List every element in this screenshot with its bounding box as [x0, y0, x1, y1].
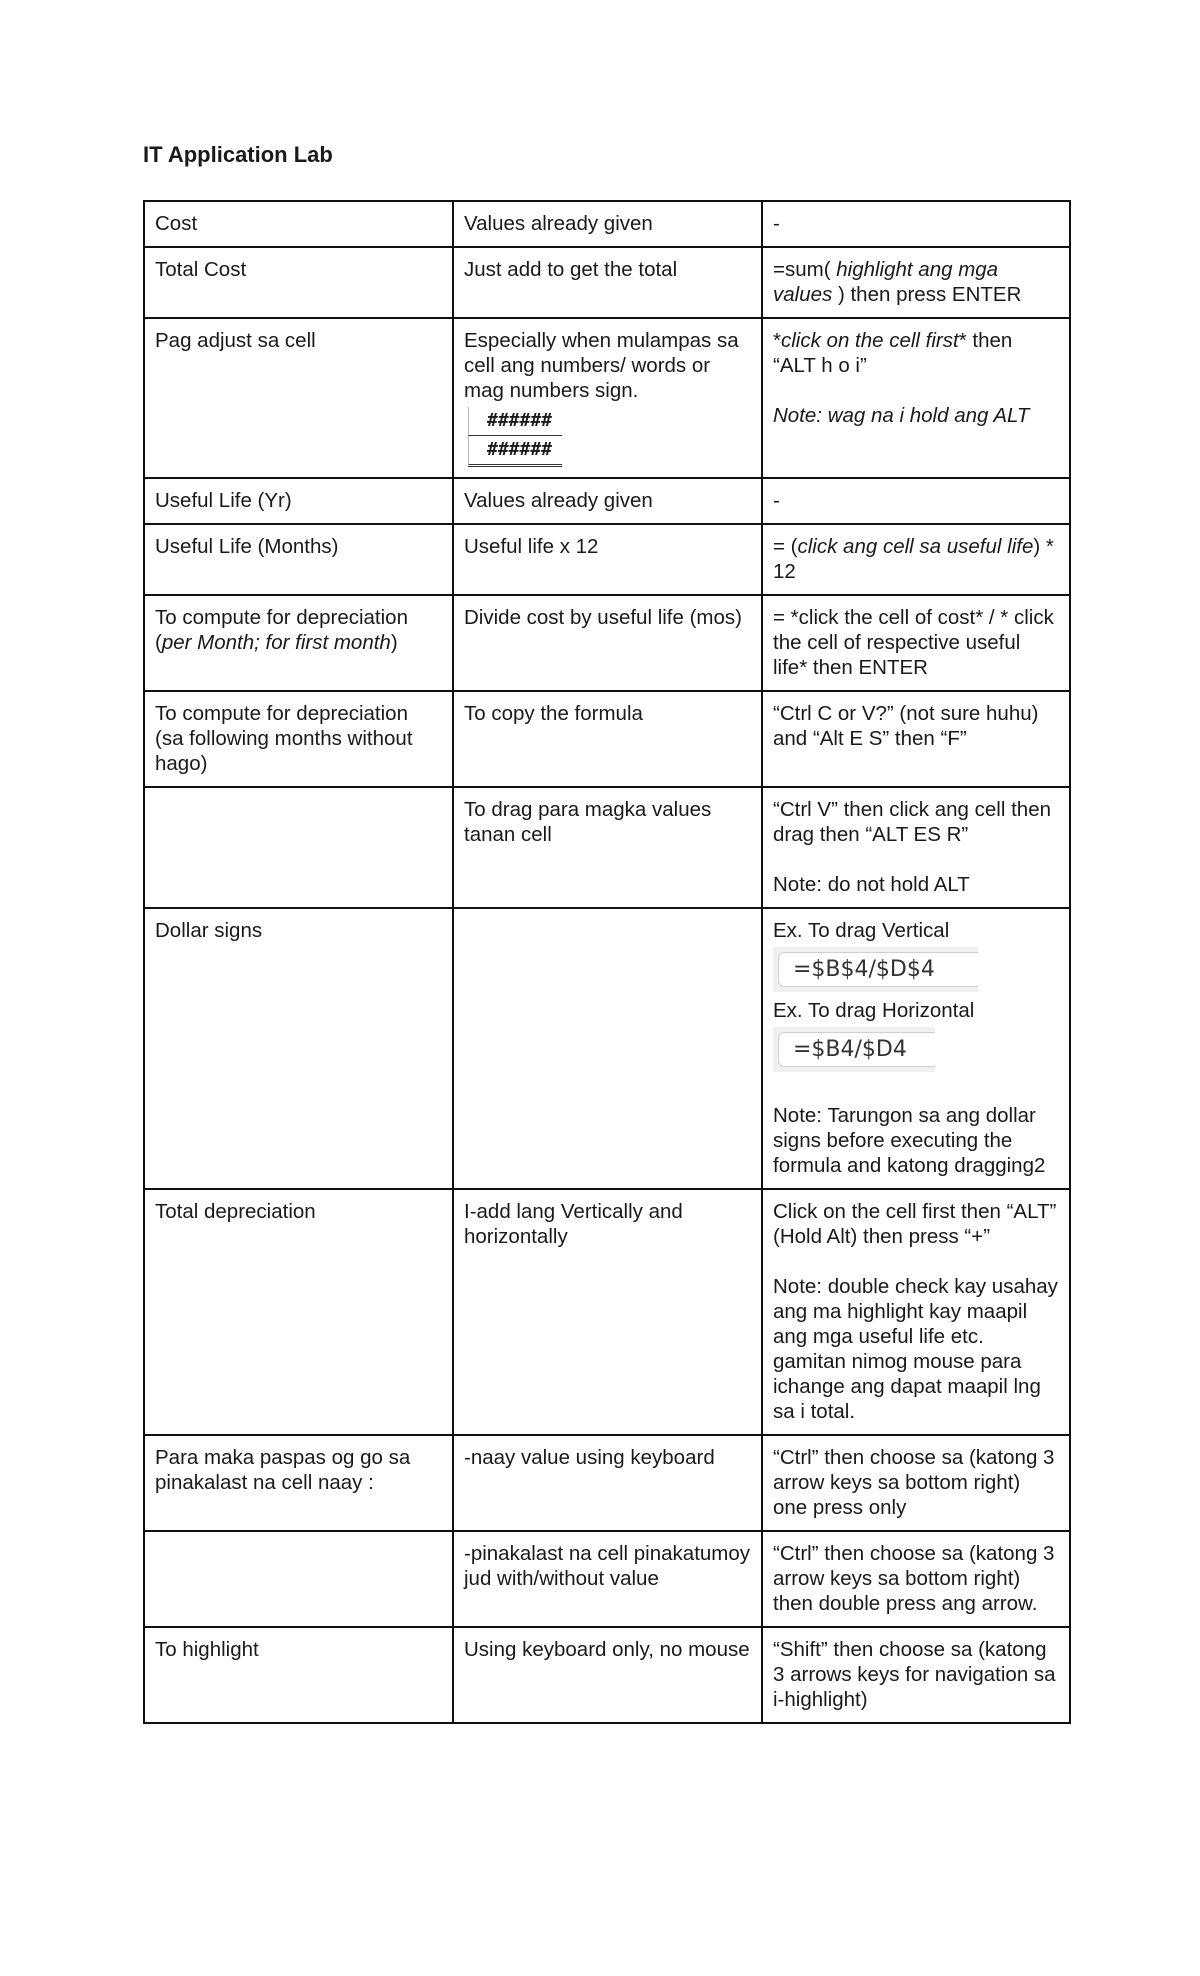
- cell-topic: [144, 787, 453, 908]
- table-row: [144, 691, 1070, 787]
- table-row: [144, 1531, 1070, 1627]
- cell-description: Divide cost by useful life (mos): [453, 595, 762, 691]
- cell-topic: Cost: [144, 201, 453, 247]
- overflow-cell-image: [468, 407, 562, 467]
- instruction-note: Note: double check kay usahay ang ma highlight kay maapil ang mga useful life etc. gamitan nimog mouse para ichange ang dapat maapil lng sa i total.: [773, 1275, 1058, 1423]
- cell-instruction: “Ctrl” then choose sa (katong 3 arrow keys sa bottom right) then double press ang arrow.: [762, 1531, 1070, 1627]
- table-row: [144, 201, 1070, 247]
- formula-text: =$B$4/$D$4: [778, 952, 978, 987]
- instruction-note: Note: Tarungon sa ang dollar signs before executing the formula and katong dragging2: [773, 1104, 1046, 1177]
- cell-instruction: -: [762, 201, 1070, 247]
- cell-description: Values already given: [453, 478, 762, 524]
- document-title: IT Application Lab: [143, 142, 333, 167]
- cell-instruction: “Ctrl” then choose sa (katong 3 arrow keys sa bottom right) one press only: [762, 1435, 1070, 1531]
- cell-description: I-add lang Vertically and horizontally: [453, 1189, 762, 1435]
- cell-topic: [144, 1531, 453, 1627]
- cell-topic: Pag adjust sa cell: [144, 318, 453, 478]
- table-row: [144, 1435, 1070, 1531]
- cell-instruction: = *click the cell of cost* / * click the cell of respective useful life* then ENTER: [762, 595, 1070, 691]
- instruction-note: Note: do not hold ALT: [773, 873, 970, 896]
- table-row: [144, 908, 1070, 1189]
- cell-topic: To highlight: [144, 1627, 453, 1723]
- formula-bar-image-vertical: [773, 947, 978, 992]
- cell-description: -pinakalast na cell pinakatumoy jud with/without value: [453, 1531, 762, 1627]
- table-row: [144, 595, 1070, 691]
- cell-topic: Para maka paspas og go sa pinakalast na cell naay :: [144, 1435, 453, 1531]
- cell-instruction: “Shift” then choose sa (katong 3 arrows keys for navigation sa i-highlight): [762, 1627, 1070, 1723]
- cell-topic: To compute for depreciation (per Month; for first month): [144, 595, 453, 691]
- cell-description: [453, 318, 762, 478]
- formula-text: =$B4/$D4: [778, 1032, 935, 1067]
- cell-instruction: = (click ang cell sa useful life) * 12: [762, 524, 1070, 595]
- formula-bar-image-horizontal: [773, 1027, 935, 1072]
- cell-topic: Dollar signs: [144, 908, 453, 1189]
- cell-topic: Total depreciation: [144, 1189, 453, 1435]
- cell-description: Useful life x 12: [453, 524, 762, 595]
- description-text: Especially when mulampas sa cell ang numbers/ words or mag numbers sign.: [464, 329, 739, 402]
- table-row: [144, 247, 1070, 318]
- cell-instruction: Ex. To drag Vertical =$B$4/$D$4 Ex. To drag Horizontal =$B4/$D4 Note: Tarungon sa ang dollar signs before executing the formula and katong dragging2: [762, 908, 1070, 1189]
- cell-description: Using keyboard only, no mouse: [453, 1627, 762, 1723]
- cell-instruction: “Ctrl C or V?” (not sure huhu) and “Alt E S” then “F”: [762, 691, 1070, 787]
- lab-table: [143, 200, 1071, 1724]
- table-row: [144, 318, 1070, 478]
- cell-description: To drag para magka values tanan cell: [453, 787, 762, 908]
- cell-topic: Total Cost: [144, 247, 453, 318]
- hash-sign-row: ######: [468, 436, 562, 467]
- table-row: [144, 478, 1070, 524]
- cell-description: [453, 908, 762, 1189]
- cell-topic: Useful Life (Months): [144, 524, 453, 595]
- table-row: [144, 524, 1070, 595]
- table-row: [144, 787, 1070, 908]
- cell-description: -naay value using keyboard: [453, 1435, 762, 1531]
- table-row: [144, 1189, 1070, 1435]
- hash-sign-row: ######: [468, 407, 562, 436]
- instruction-note: Note: wag na i hold ang ALT: [773, 404, 1030, 427]
- cell-instruction: Click on the cell first then “ALT” (Hold Alt) then press “+” Note: double check kay usahay ang ma highlight kay maapil ang mga useful life etc. gamitan nimog mouse para ichange ang dapat maapil lng sa i total.: [762, 1189, 1070, 1435]
- cell-topic: To compute for depreciation (sa following months without hago): [144, 691, 453, 787]
- table-row: [144, 1627, 1070, 1723]
- cell-description: Just add to get the total: [453, 247, 762, 318]
- cell-description: Values already given: [453, 201, 762, 247]
- cell-instruction: “Ctrl V” then click ang cell then drag then “ALT ES R” Note: do not hold ALT: [762, 787, 1070, 908]
- cell-instruction: =sum( highlight ang mga values ) then press ENTER: [762, 247, 1070, 318]
- cell-topic: Useful Life (Yr): [144, 478, 453, 524]
- cell-description: To copy the formula: [453, 691, 762, 787]
- cell-instruction: *click on the cell first* then “ALT h o i” Note: wag na i hold ang ALT: [762, 318, 1070, 478]
- cell-instruction: -: [762, 478, 1070, 524]
